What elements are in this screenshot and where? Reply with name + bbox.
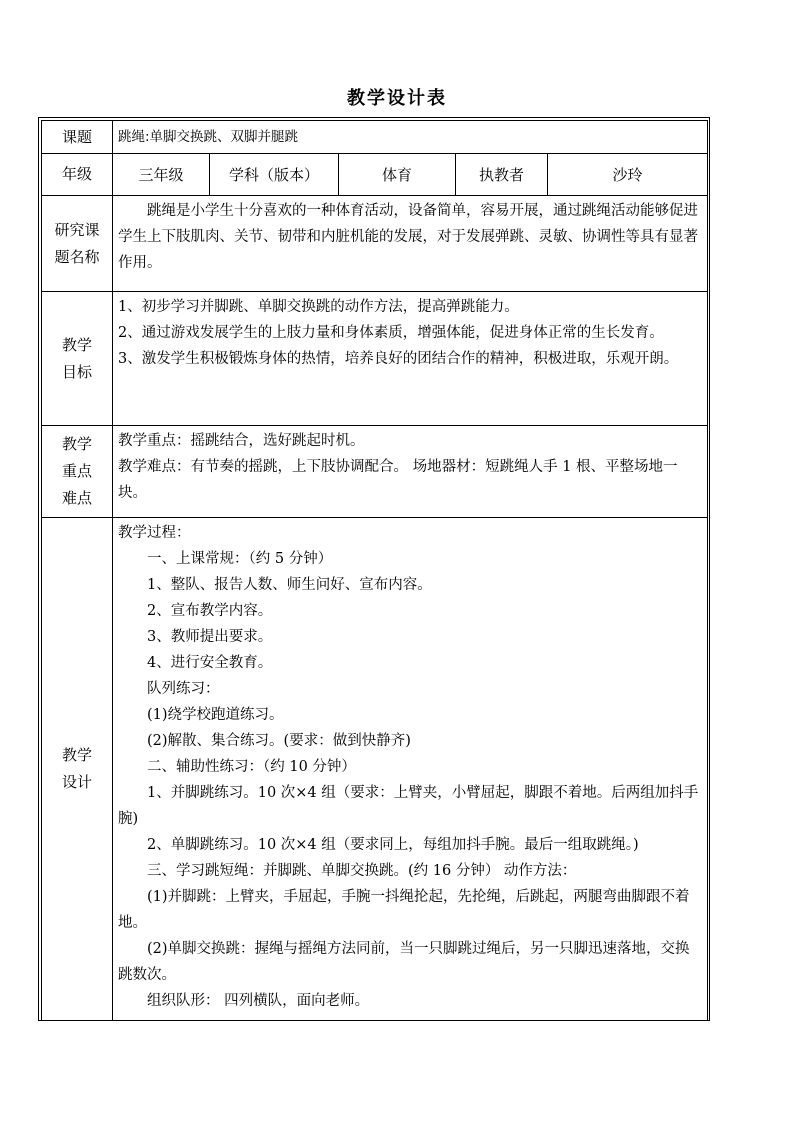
row-grade — [42, 154, 708, 196]
design-line: (1)绕学校跑道练习。 — [147, 707, 284, 723]
key-label-line-1: 教学 — [61, 435, 92, 453]
lesson-design-table — [41, 120, 707, 1018]
design-line: 二、辅助性练习：（约 10 分钟） — [147, 759, 356, 775]
research-label-line-2: 题名称 — [54, 247, 100, 266]
row-goals — [42, 292, 708, 426]
design-line: (2)解散、集合练习。(要求：做到快静齐) — [147, 733, 411, 749]
design-line: 2、宣布教学内容。 — [147, 603, 273, 619]
goals-label-line-2: 目标 — [61, 362, 92, 381]
goals-label — [42, 292, 113, 426]
grade-label: 年级 — [42, 154, 113, 196]
goal-item-1: 1、初步学习并脚跳、单脚交换跳的动作方法，提高弹跳能力。 — [118, 299, 519, 315]
key-text-cell — [113, 426, 708, 518]
document-title: 教学设计表 — [347, 88, 447, 109]
design-line: 4、进行安全教育。 — [147, 655, 273, 671]
difficulty-line: 教学难点：有节奏的摇跳，上下肢协调配合。 场地器材：短跳绳人手 1 根、平整场地一块。 — [118, 459, 678, 501]
row-key-points — [42, 426, 708, 518]
design-heading: 教学过程： — [118, 525, 191, 541]
research-text: 跳绳是小学生十分喜欢的一种体育活动，设备简单，容易开展，通过跳绳活动能够促进学生上下肢肌肉、关节、韧带和内脏机能的发展，对于发展弹跳、灵敏、协调性等具有显著作用。 — [118, 203, 698, 271]
teacher-label: 执教者 — [456, 154, 548, 196]
teacher-value: 沙玲 — [548, 154, 708, 196]
design-line: 三、学习跳短绳：并脚跳、单脚交换跳。(约 16 分钟） 动作方法： — [147, 863, 577, 879]
subject-label: 学科（版本） — [210, 154, 339, 196]
row-research — [42, 196, 708, 292]
topic-value: 跳绳:单脚交换跳、双脚并腿跳 — [113, 121, 708, 154]
row-topic — [42, 121, 708, 154]
subject-value: 体育 — [339, 154, 456, 196]
design-line: 一、上课常规：（约 5 分钟） — [147, 551, 333, 567]
key-label — [42, 426, 113, 518]
design-line: 2、单脚跳练习。10 次×4 组（要求同上，每组加抖手腕。最后一组取跳绳。) — [147, 837, 639, 853]
research-text-cell — [113, 196, 708, 292]
goal-item-3: 3、激发学生积极锻炼身体的热情，培养良好的团结合作的精神，积极进取，乐观开朗。 — [118, 351, 679, 367]
goals-text-cell — [113, 292, 708, 426]
design-label-line-1: 教学 — [61, 746, 92, 764]
key-label-line-2: 重点 — [61, 462, 92, 480]
design-label-line-2: 设计 — [61, 773, 92, 791]
design-line: (1)并脚跳：上臂夹，手屈起，手腕一抖绳抡起，先抡绳，后跳起，两腿弯曲脚跟不着地。 — [118, 889, 690, 931]
design-line: 1、整队、报告人数、师生问好、宣布内容。 — [147, 577, 432, 593]
design-label — [42, 518, 113, 1021]
design-line: 3、教师提出要求。 — [147, 629, 273, 645]
key-label-line-3: 难点 — [61, 489, 92, 507]
goal-item-2: 2、通过游戏发展学生的上肢力量和身体素质，增强体能，促进身体正常的生长发育。 — [118, 325, 664, 341]
research-label — [42, 196, 113, 292]
grade-value: 三年级 — [113, 154, 210, 196]
goals-label-line-1: 教学 — [61, 335, 92, 354]
design-text-cell — [113, 518, 708, 1021]
design-line: 队列练习： — [147, 681, 220, 697]
design-line: 组织队形： 四列横队，面向老师。 — [147, 993, 370, 1009]
key-point-line: 教学重点：摇跳结合，选好跳起时机。 — [118, 433, 365, 449]
design-line: 1、并脚跳练习。10 次×4 组（要求：上臂夹，小臂屈起，脚跟不着地。后两组加抖手腕) — [118, 785, 699, 827]
row-design — [42, 518, 708, 1021]
design-line: (2)单脚交换跳：握绳与摇绳方法同前，当一只脚跳过绳后，另一只脚迅速落地，交换跳数次。 — [118, 941, 690, 983]
topic-label: 课题 — [42, 121, 113, 154]
research-label-line-1: 研究课 — [54, 220, 100, 239]
